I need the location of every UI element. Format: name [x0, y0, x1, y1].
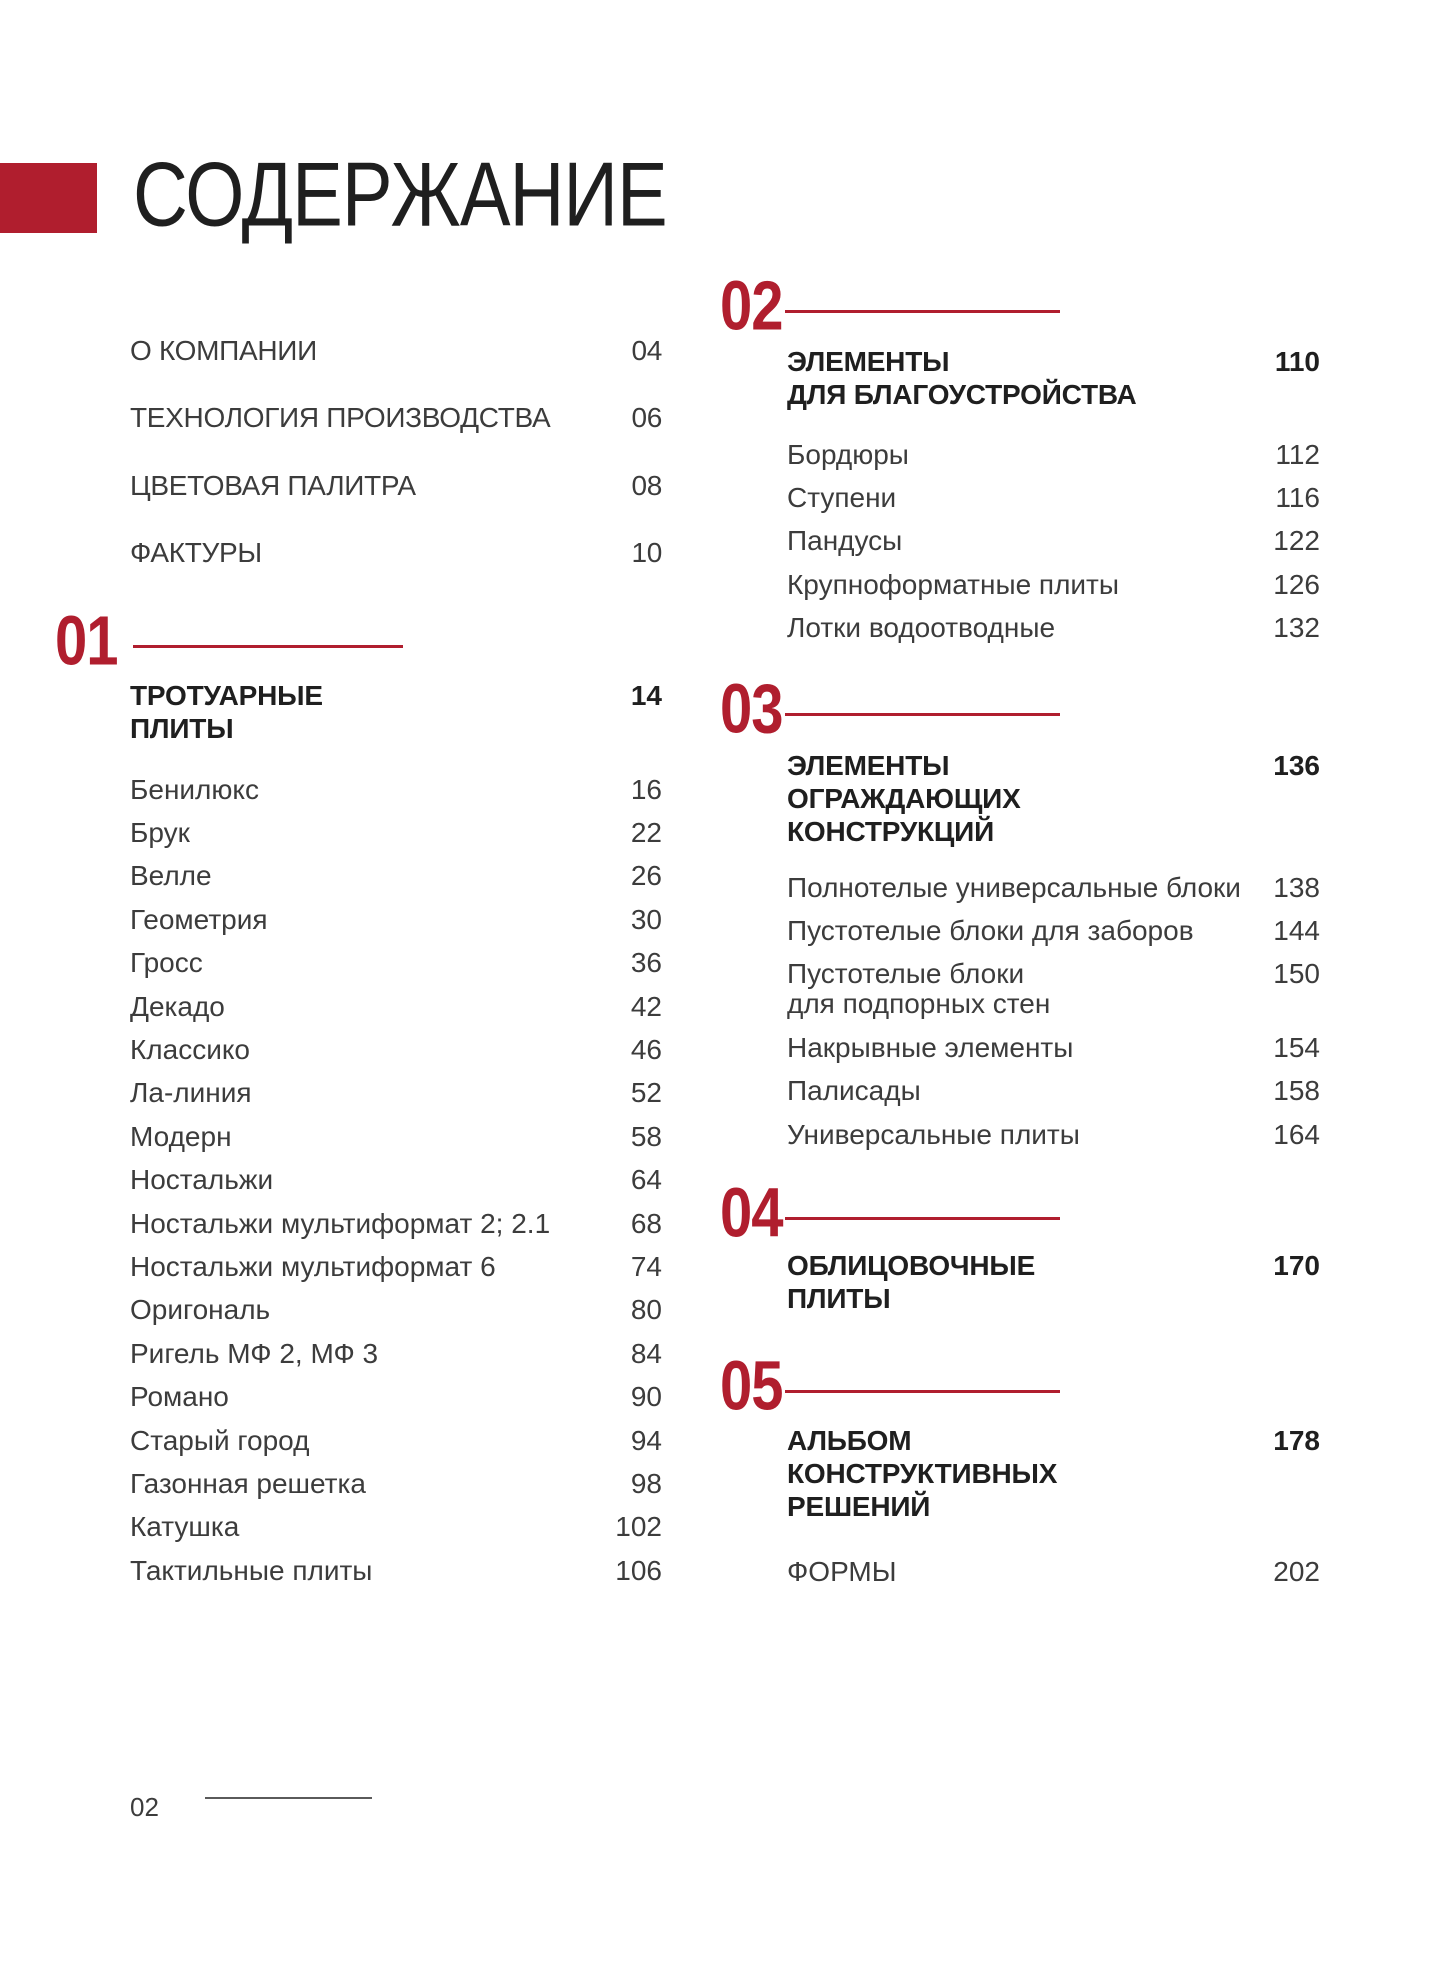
- toc-item: [787, 520, 1320, 563]
- toc-item: [130, 1115, 662, 1158]
- toc-item-label: Универсальные плиты: [787, 1118, 1080, 1150]
- toc-item: [130, 520, 662, 588]
- toc-item-label: Ригель МФ 2, МФ 3: [130, 1337, 379, 1369]
- section-rule: [133, 645, 403, 648]
- toc-item-page: 102: [615, 1511, 662, 1543]
- toc-item: [787, 866, 1320, 909]
- toc-item-label: Тактильные плиты: [130, 1554, 373, 1586]
- section-title: [787, 749, 1021, 848]
- toc-item: [787, 476, 1320, 519]
- toc-item-label: Накрывные элементы: [787, 1031, 1074, 1063]
- section-title-line: ЭЛЕМЕНТЫ: [787, 750, 950, 781]
- toc-item-page: 06: [631, 402, 662, 434]
- section-title-line: ПЛИТЫ: [787, 1283, 891, 1314]
- toc-item-page: 106: [615, 1554, 662, 1586]
- toc-item: [130, 1549, 662, 1592]
- toc-item-label: Модерн: [130, 1120, 232, 1152]
- toc-item-label: Велле: [130, 860, 212, 892]
- toc-item: [130, 1028, 662, 1071]
- toc-item-label: Газонная решетка: [130, 1467, 366, 1499]
- toc-item-label: ФАКТУРЫ: [130, 537, 262, 569]
- toc-item-label: Старый город: [130, 1424, 310, 1456]
- toc-item: [130, 1202, 662, 1245]
- toc-item-label: Ла-линия: [130, 1077, 252, 1109]
- toc-item-page: 112: [1275, 438, 1320, 470]
- toc-item-page: 150: [1273, 958, 1320, 990]
- section-page: 170: [1273, 1250, 1320, 1281]
- toc-item-label: Лотки водоотводные: [787, 612, 1056, 644]
- section-title-line: ДЛЯ БЛАГОУСТРОЙСТВА: [787, 379, 1137, 410]
- toc-item-label: Палисады: [787, 1075, 921, 1107]
- toc-item-label: Пандусы: [787, 525, 903, 557]
- toc-item-label: Классико: [130, 1034, 250, 1066]
- toc-item-label: Гросс: [130, 947, 203, 979]
- toc-item-page: 16: [630, 773, 662, 805]
- toc-item-page: 80: [630, 1294, 662, 1326]
- page-title: СОДЕРЖАНИЕ: [133, 144, 667, 246]
- section-items: [787, 866, 1320, 1156]
- toc-item-page: 94: [630, 1424, 662, 1456]
- toc-item: [130, 811, 662, 854]
- toc-item-label: Бенилюкс: [130, 773, 259, 805]
- section-items: [130, 768, 662, 1592]
- section-number: 04: [720, 1174, 783, 1253]
- toc-item-page: 132: [1273, 612, 1320, 644]
- toc-item: [787, 563, 1320, 606]
- toc-item-page: 74: [630, 1250, 662, 1282]
- section-title-line: КОНСТРУКТИВНЫХ: [787, 1458, 1058, 1489]
- toc-item: [787, 909, 1320, 952]
- toc-item-page: 46: [630, 1034, 662, 1066]
- toc-item-page: 116: [1275, 482, 1320, 514]
- section-page: 14: [630, 680, 662, 711]
- toc-item-label: Ностальжи мультиформат 6: [130, 1250, 496, 1282]
- toc-item-page: 36: [630, 947, 662, 979]
- section-title: [787, 1249, 1035, 1315]
- toc-item-label: Оригональ: [130, 1294, 271, 1326]
- toc-item-page: 154: [1273, 1031, 1320, 1063]
- toc-item-page: 08: [631, 469, 662, 501]
- toc-item-page: 10: [631, 537, 662, 569]
- section-title-line: ПЛИТЫ: [130, 713, 234, 744]
- toc-item-label: О КОМПАНИИ: [130, 334, 317, 366]
- toc-item: [130, 452, 662, 520]
- toc-item: [787, 953, 1320, 1026]
- intro-toc-list: [130, 317, 662, 587]
- toc-item: [130, 855, 662, 898]
- toc-item: [787, 1550, 1320, 1593]
- toc-item: [787, 1026, 1320, 1069]
- toc-item-page: 122: [1273, 525, 1320, 557]
- toc-item: [130, 1072, 662, 1115]
- toc-item-label: Ностальжи: [130, 1164, 274, 1196]
- toc-item: [130, 768, 662, 811]
- section-page: 136: [1273, 750, 1320, 781]
- section-title-line: РЕШЕНИЙ: [787, 1491, 931, 1522]
- toc-item-label: Ностальжи мультиформат 2; 2.1: [130, 1207, 551, 1239]
- toc-item: [130, 942, 662, 985]
- toc-item-label-line: Пустотелые блоки: [787, 958, 1025, 990]
- footer-rule: [205, 1797, 372, 1799]
- toc-item-label: Геометрия: [130, 903, 268, 935]
- section-rule: [785, 1217, 1060, 1220]
- section-items: [787, 433, 1320, 650]
- toc-item-page: 126: [1273, 568, 1320, 600]
- toc-item: [130, 898, 662, 941]
- toc-item-page: 158: [1273, 1075, 1320, 1107]
- toc-item-page: 64: [630, 1164, 662, 1196]
- toc-item-label: Полнотелые универсальные блоки: [787, 871, 1241, 903]
- toc-item-page: 22: [630, 817, 662, 849]
- toc-item-label: Декадо: [130, 990, 225, 1022]
- toc-item: [787, 433, 1320, 476]
- toc-item-page: 98: [630, 1467, 662, 1499]
- toc-item: [130, 1332, 662, 1375]
- section-title-line: ОГРАЖДАЮЩИХ: [787, 783, 1021, 814]
- toc-item-label: ТЕХНОЛОГИЯ ПРОИЗВОДСТВА: [130, 402, 551, 434]
- section-title-line: ОБЛИЦОВОЧНЫЕ: [787, 1250, 1036, 1281]
- section-page: 110: [1274, 346, 1320, 377]
- section-title-line: ЭЛЕМЕНТЫ: [787, 346, 950, 377]
- toc-item-label: Брук: [130, 817, 190, 849]
- toc-item-label: ЦВЕТОВАЯ ПАЛИТРА: [130, 469, 416, 501]
- section-number: 05: [720, 1347, 783, 1426]
- toc-item: [130, 1506, 662, 1549]
- toc-item-page: 202: [1273, 1555, 1320, 1587]
- toc-item: [130, 1462, 662, 1505]
- toc-item-label: [787, 959, 1050, 1018]
- section-title-line: ТРОТУАРНЫЕ: [130, 680, 323, 711]
- toc-item-page: 58: [630, 1120, 662, 1152]
- toc-item: [130, 1159, 662, 1202]
- toc-item-label: Пустотелые блоки для заборов: [787, 915, 1194, 947]
- toc-item-page: 04: [631, 334, 662, 366]
- toc-item-page: 26: [630, 860, 662, 892]
- red-accent-block: [0, 163, 97, 233]
- section-number: 02: [720, 267, 783, 346]
- section-number: 03: [720, 670, 783, 749]
- toc-item-page: 144: [1273, 915, 1320, 947]
- toc-item: [130, 385, 662, 453]
- toc-item-label-line: для подпорных стен: [787, 987, 1051, 1019]
- toc-item: [130, 317, 662, 385]
- toc-item-label: Крупноформатные плиты: [787, 568, 1120, 600]
- section-title-line: КОНСТРУКЦИЙ: [787, 816, 995, 847]
- section-title: [787, 345, 1137, 411]
- toc-item: [787, 1070, 1320, 1113]
- section-rule: [785, 1390, 1060, 1393]
- section-title: [787, 1424, 1057, 1523]
- toc-item: [130, 985, 662, 1028]
- toc-item: [130, 1375, 662, 1418]
- section-page: 178: [1273, 1425, 1320, 1456]
- toc-item-page: 138: [1273, 871, 1320, 903]
- footer-page-number: 02: [130, 1792, 159, 1822]
- toc-item: [130, 1419, 662, 1462]
- toc-item-page: 84: [630, 1337, 662, 1369]
- toc-item-page: 68: [630, 1207, 662, 1239]
- section-title: [130, 679, 323, 745]
- toc-item: [130, 1245, 662, 1288]
- toc-item: [787, 607, 1320, 650]
- toc-item-page: 52: [630, 1077, 662, 1109]
- toc-item-page: 90: [630, 1381, 662, 1413]
- toc-item-page: 42: [630, 990, 662, 1022]
- section-title-line: АЛЬБОМ: [787, 1425, 912, 1456]
- section-rule: [785, 310, 1060, 313]
- section-number: 01: [55, 602, 118, 681]
- toc-item-label: Катушка: [130, 1511, 240, 1543]
- toc-item: [787, 1113, 1320, 1156]
- toc-item-label: Романо: [130, 1381, 229, 1413]
- toc-item: [130, 1289, 662, 1332]
- section-rule: [785, 713, 1060, 716]
- toc-item-label: ФОРМЫ: [787, 1555, 897, 1587]
- toc-item-label: Ступени: [787, 482, 897, 514]
- toc-item-page: 164: [1273, 1118, 1320, 1150]
- toc-item-page: 30: [630, 903, 662, 935]
- toc-item-label: Бордюры: [787, 438, 909, 470]
